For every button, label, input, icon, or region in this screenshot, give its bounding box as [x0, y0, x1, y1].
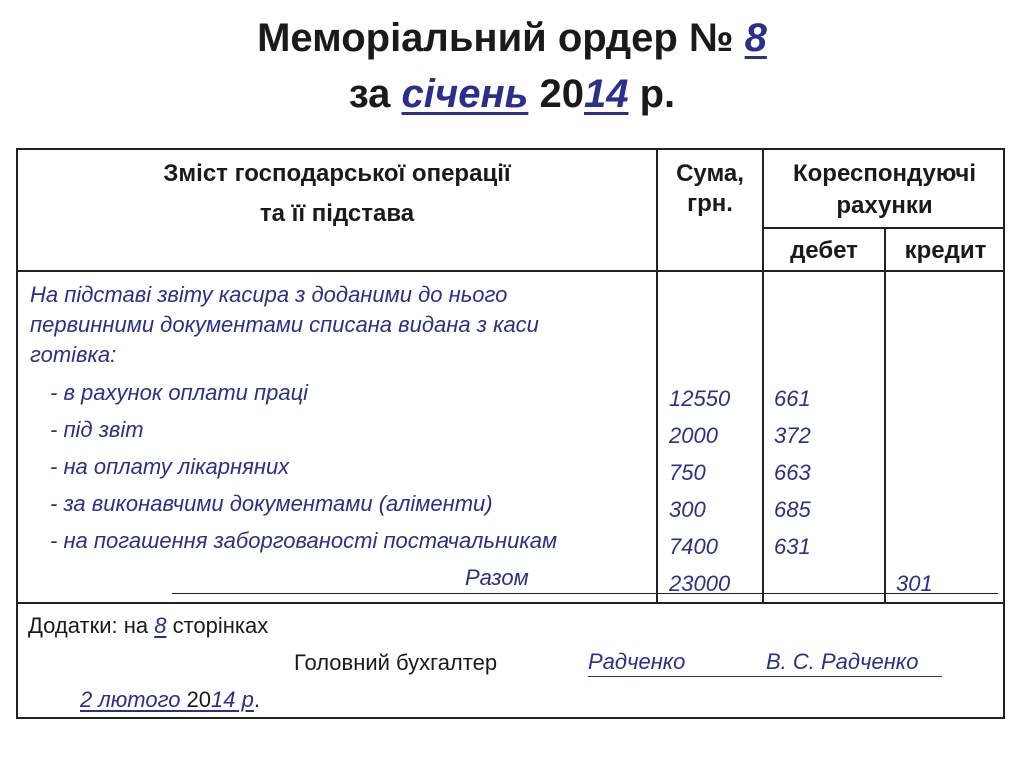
period-suffix: р. — [628, 72, 676, 116]
header-debit: дебет — [790, 237, 858, 264]
header-operation-line2: та її підстава — [259, 200, 415, 227]
date-suffix: р — [235, 687, 254, 712]
row-amount-5: 7400 — [669, 534, 718, 559]
period-month: січень — [401, 72, 529, 116]
row-desc-5: - на погашення заборгованості постачальникам — [50, 528, 558, 553]
header-operation-line1: Зміст господарської операції — [163, 160, 511, 187]
header-operation — [18, 156, 656, 232]
row-desc-2: - під звіт — [50, 417, 144, 442]
header-amount-line1: Сума, — [676, 160, 744, 187]
period-prefix: за — [348, 72, 402, 116]
header-amount — [658, 156, 762, 222]
period-year-b: 14 — [584, 72, 629, 116]
operation-intro-1: На підставі звіту касира з доданими до нього — [30, 282, 508, 307]
row-amount-3: 750 — [669, 460, 706, 485]
header-credit: кредит — [904, 237, 987, 264]
header-bottom-line — [17, 270, 1005, 272]
row-debit-4: 685 — [774, 497, 811, 522]
accountant-signature: Радченко — [588, 649, 686, 674]
row-amount-1: 12550 — [669, 386, 731, 411]
signature-line — [588, 648, 942, 677]
document-period — [0, 70, 1024, 118]
col-divider-3 — [884, 227, 886, 604]
title-prefix: Меморіальний ордер № — [257, 16, 745, 60]
document-title — [0, 14, 1024, 62]
row-debit-2: 372 — [774, 423, 811, 448]
header-accounts-line2: рахунки — [836, 192, 933, 219]
attachments-prefix: Додатки: на — [28, 613, 155, 638]
row-desc-1: - в рахунок оплати праці — [50, 380, 309, 405]
row-debit-1: 661 — [774, 386, 811, 411]
attachments-count: 8 — [154, 613, 167, 638]
total-line — [172, 593, 998, 594]
accountant-name: В. С. Радченко — [766, 649, 919, 674]
period-year-a: 20 — [539, 72, 584, 116]
operation-intro-2: первинними документами списана видана з каси — [30, 312, 539, 337]
row-desc-4: - за виконавчими документами (аліменти) — [50, 491, 493, 516]
date-dot: . — [253, 687, 261, 712]
row-amount-2: 2000 — [669, 423, 718, 448]
date-year-b: 14 — [211, 687, 236, 712]
body-bottom-line — [17, 602, 1005, 604]
total-label: Разом — [465, 565, 529, 590]
order-number: 8 — [744, 16, 767, 60]
total-amount: 23000 — [669, 571, 731, 596]
row-amount-4: 300 — [669, 497, 706, 522]
date-part1: 2 лютого — [80, 687, 187, 712]
operation-intro-3: готівка: — [30, 342, 117, 367]
header-accounts-line1: Кореспондуючі — [792, 160, 977, 187]
row-debit-3: 663 — [774, 460, 811, 485]
attachments-line — [28, 611, 268, 641]
row-desc-3: - на оплату лікарняних — [50, 454, 290, 479]
total-credit: 301 — [896, 571, 933, 596]
date-line — [80, 685, 260, 715]
subheader-line — [762, 227, 1005, 229]
header-accounts — [764, 156, 1005, 224]
header-amount-line2: грн. — [687, 190, 733, 217]
row-debit-5: 631 — [774, 534, 811, 559]
attachments-suffix: сторінках — [166, 613, 269, 638]
date-year-a: 20 — [186, 687, 212, 712]
accountant-label: Головний бухгалтер — [294, 650, 498, 675]
